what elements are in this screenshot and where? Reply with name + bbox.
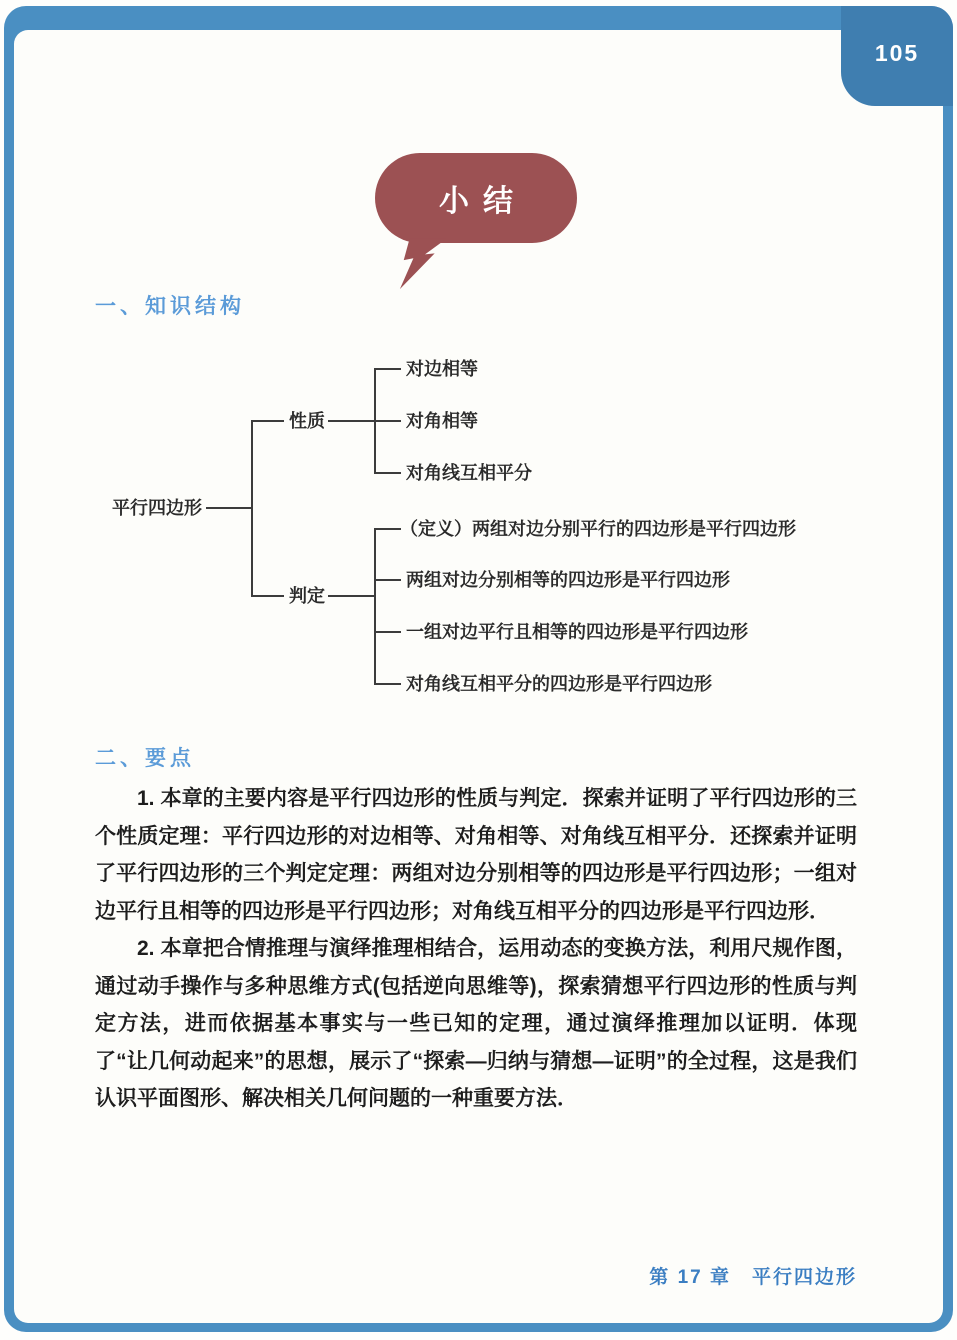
tree-leaf-judgement-1: （定义）两组对边分别平行的四边形是平行四边形 bbox=[400, 519, 796, 539]
tree-leaf-property-1: 对边相等 bbox=[406, 359, 478, 379]
tree-line bbox=[374, 683, 401, 685]
summary-bubble bbox=[375, 153, 577, 243]
tree-line bbox=[374, 420, 401, 422]
chapter-footer: 第 17 章 平行四边形 bbox=[649, 1267, 857, 1288]
tree-line bbox=[251, 420, 253, 597]
tree-leaf-property-2: 对角相等 bbox=[406, 411, 478, 431]
tree-line bbox=[374, 472, 401, 474]
tree-line bbox=[374, 631, 401, 633]
tree-line bbox=[328, 420, 376, 422]
tree-line bbox=[374, 528, 401, 530]
key-point-paragraph-1: 1. 本章的主要内容是平行四边形的性质与判定．探索并证明了平行四边形的三个性质定理：平行四边形的对边相等、对角相等、对角线互相平分．还探索并证明了平行四边形的三个判定定理：两组对边分别相等的四边形是平行四边形；一组对边平行且相等的四边形是平行四边形；对角线互相平分的四边形是平行四边形． bbox=[95, 787, 857, 923]
tree-line bbox=[328, 595, 376, 597]
key-points-text bbox=[95, 780, 857, 1118]
tree-root-label: 平行四边形 bbox=[112, 498, 202, 518]
tree-branch-判定-label: 判定 bbox=[289, 586, 325, 606]
section-title-knowledge-structure: 一、知识结构 bbox=[95, 295, 245, 318]
tree-branch-properties-label: 性质 bbox=[289, 411, 325, 431]
tree-line bbox=[251, 420, 284, 422]
section-title-key-points: 二、要点 bbox=[95, 747, 195, 770]
key-point-paragraph-2: 2. 本章把合情推理与演绎推理相结合，运用动态的变换方法，利用尺规作图，通过动手操作与多种思维方式(包括逆向思维等)，探索猜想平行四边形的性质与判定方法，进而依据基本事实与一些已知的定理，通过演绎推理加以证明．体现了“让几何动起来”的思想，展示了“探索—归纳与猜想—证明”的全过程，这是我们认识平面图形、解决相关几何问题的一种重要方法． bbox=[95, 937, 857, 1110]
tree-leaf-judgement-3: 一组对边平行且相等的四边形是平行四边形 bbox=[406, 622, 748, 642]
speech-bubble-tail-icon bbox=[396, 238, 454, 290]
page-number-badge bbox=[841, 6, 953, 106]
summary-bubble-label: 小结 bbox=[439, 185, 527, 218]
tree-leaf-judgement-4: 对角线互相平分的四边形是平行四边形 bbox=[406, 674, 712, 694]
tree-line bbox=[251, 595, 284, 597]
tree-line bbox=[374, 528, 376, 685]
tree-line bbox=[374, 368, 401, 370]
tree-line bbox=[374, 579, 401, 581]
tree-leaf-property-3: 对角线互相平分 bbox=[406, 463, 532, 483]
tree-leaf-judgement-2: 两组对边分别相等的四边形是平行四边形 bbox=[406, 570, 730, 590]
tree-line bbox=[206, 507, 252, 509]
page-number: 105 bbox=[874, 40, 920, 66]
